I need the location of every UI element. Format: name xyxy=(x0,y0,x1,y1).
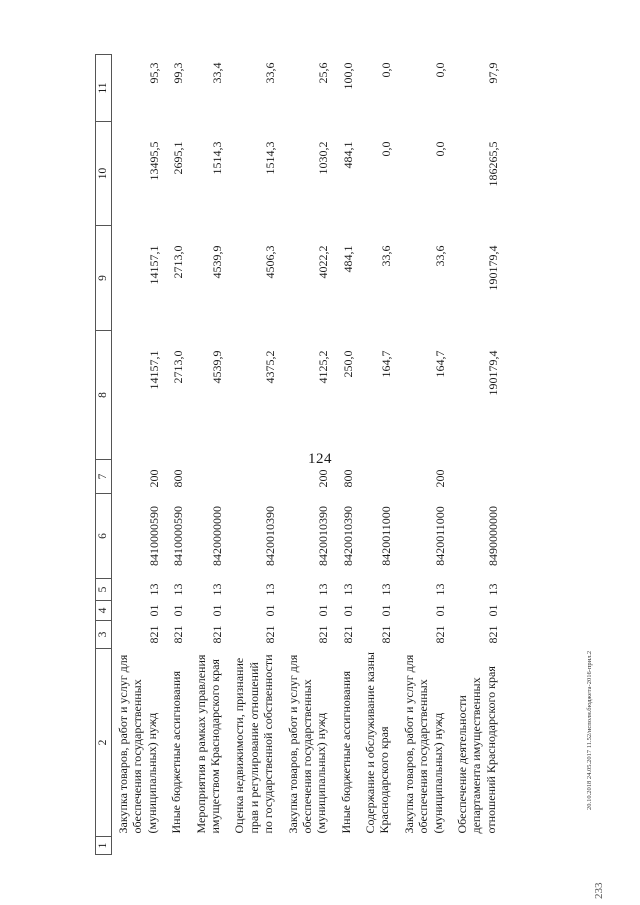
refined-amount: 4539,9 xyxy=(209,245,224,279)
col-header: 11 xyxy=(96,55,112,122)
target-article-code: 8420010390 xyxy=(316,506,331,566)
row-description: Иные бюджетные ассигнования xyxy=(338,671,353,834)
refined-amount: 33,6 xyxy=(432,245,447,267)
ministry-code: 821 xyxy=(316,625,331,644)
table-row xyxy=(398,55,451,855)
ministry-code: 821 xyxy=(340,625,355,644)
section-code: 01 xyxy=(146,604,161,617)
table-row xyxy=(228,55,281,855)
subsection-code: 13 xyxy=(316,583,331,596)
table-row xyxy=(335,55,359,855)
row-description: Закупка товаров, работ и услуг для обеспечения государственных (муниципальных) нужд xyxy=(401,654,445,834)
empty-cell xyxy=(359,837,398,855)
planned-amount: 4125,2 xyxy=(316,350,331,384)
empty-cell xyxy=(398,837,451,855)
planned-amount: 14157,1 xyxy=(146,350,161,390)
executed-amount: 1514,3 xyxy=(209,141,224,175)
table-row xyxy=(451,55,504,855)
col-header: 4 xyxy=(96,601,112,621)
empty-cell xyxy=(228,837,281,855)
col-header: 7 xyxy=(96,460,112,494)
section-code: 01 xyxy=(379,604,394,617)
execution-percent: 33,4 xyxy=(209,62,224,84)
row-description: Закупка товаров, работ и услуг для обеспечения государственных (муниципальных) нужд xyxy=(116,654,159,834)
executed-amount: 13495,5 xyxy=(146,141,161,181)
ministry-code: 821 xyxy=(379,625,394,644)
expense-type-code: 800 xyxy=(171,469,186,488)
document-footer-code: 20.10.2018 24.05.2017 11.52/исполн.бюджета-2016-прил.2 xyxy=(586,650,593,810)
planned-amount: 2713,0 xyxy=(171,350,186,384)
expense-type-code xyxy=(228,460,281,494)
col-header: 6 xyxy=(96,494,112,579)
subsection-code: 13 xyxy=(171,583,186,596)
target-article-code: 8410000590 xyxy=(146,506,161,566)
executed-amount: 1514,3 xyxy=(263,141,278,175)
subsection-code: 13 xyxy=(209,583,224,596)
row-description: Иные бюджетные ассигнования xyxy=(169,671,184,834)
subsection-code: 13 xyxy=(146,583,161,596)
section-code: 01 xyxy=(171,604,186,617)
execution-percent: 33,6 xyxy=(263,62,278,84)
refined-amount: 33,6 xyxy=(379,245,394,267)
subsection-code: 13 xyxy=(485,583,500,596)
executed-amount: 0,0 xyxy=(379,141,394,157)
corner-page-mark: 233 xyxy=(593,882,605,899)
expense-type-code: 200 xyxy=(432,469,447,488)
executed-amount: 1030,2 xyxy=(316,141,331,175)
empty-cell xyxy=(165,837,189,855)
planned-amount: 4539,9 xyxy=(209,350,224,384)
executed-amount: 484,1 xyxy=(340,141,355,169)
subsection-code: 13 xyxy=(432,583,447,596)
refined-amount: 484,1 xyxy=(340,245,355,273)
table-row xyxy=(190,55,229,855)
col-header: 1 xyxy=(96,837,112,855)
table-row xyxy=(165,55,189,855)
target-article-code: 8420010390 xyxy=(263,506,278,566)
empty-cell xyxy=(282,837,335,855)
ministry-code: 821 xyxy=(171,625,186,644)
subsection-code: 13 xyxy=(340,583,355,596)
expense-type-code xyxy=(359,460,398,494)
col-header: 10 xyxy=(96,122,112,226)
col-header: 3 xyxy=(96,621,112,649)
execution-percent: 0,0 xyxy=(379,62,394,78)
planned-amount: 4375,2 xyxy=(263,350,278,384)
ministry-code: 821 xyxy=(432,625,447,644)
refined-amount: 14157,1 xyxy=(146,245,161,285)
page-number: 124 xyxy=(308,451,332,467)
empty-cell xyxy=(112,837,166,855)
section-code: 01 xyxy=(340,604,355,617)
expense-type-code: 200 xyxy=(316,469,331,488)
executed-amount: 0,0 xyxy=(432,141,447,157)
refined-amount: 4022,2 xyxy=(316,245,331,279)
expense-type-code: 200 xyxy=(146,469,161,488)
execution-percent: 25,6 xyxy=(316,62,331,84)
row-description: Закупка товаров, работ и услуг для обеспечения государственных (муниципальных) нужд xyxy=(285,654,329,834)
target-article-code: 8410000590 xyxy=(171,506,186,566)
execution-percent: 97,9 xyxy=(485,62,500,84)
row-description: Оценка недвижимости, признание прав и регулирование отношений по государственной собственности xyxy=(232,654,276,834)
ministry-code: 821 xyxy=(485,625,500,644)
planned-amount: 164,7 xyxy=(432,350,447,378)
section-code: 01 xyxy=(209,604,224,617)
table-row xyxy=(282,55,335,855)
refined-amount: 190179,4 xyxy=(485,245,500,291)
row-description: Мероприятия в рамках управления имуществом Краснодарского края xyxy=(193,654,222,834)
col-header: 9 xyxy=(96,226,112,331)
expense-type-code xyxy=(190,460,229,494)
row-description: Обеспечение деятельности департамента имущественных отношений Краснодарского края xyxy=(455,666,498,834)
refined-amount: 4506,3 xyxy=(263,245,278,279)
ministry-code: 821 xyxy=(146,625,161,644)
expense-type-code: 800 xyxy=(340,469,355,488)
col-header: 5 xyxy=(96,579,112,601)
planned-amount: 190179,4 xyxy=(485,350,500,396)
subsection-code: 13 xyxy=(263,583,278,596)
expense-type-code xyxy=(451,460,504,494)
target-article-code: 8420010390 xyxy=(340,506,355,566)
planned-amount: 250,0 xyxy=(340,350,355,378)
table-row xyxy=(112,55,166,855)
ministry-code: 821 xyxy=(263,625,278,644)
section-code: 01 xyxy=(432,604,447,617)
row-description: Содержание и обслуживание казны Краснодарского края xyxy=(363,652,392,834)
executed-amount: 186265,5 xyxy=(485,141,500,187)
ministry-code: 821 xyxy=(209,625,224,644)
empty-cell xyxy=(335,837,359,855)
budget-table-rotated xyxy=(95,55,625,855)
refined-amount: 2713,0 xyxy=(171,245,186,279)
execution-percent: 0,0 xyxy=(432,62,447,78)
executed-amount: 2695,1 xyxy=(171,141,186,175)
execution-percent: 100,0 xyxy=(340,62,355,90)
empty-cell xyxy=(190,837,229,855)
section-code: 01 xyxy=(485,604,500,617)
target-article-code: 8490000000 xyxy=(485,506,500,566)
subsection-code: 13 xyxy=(379,583,394,596)
section-code: 01 xyxy=(263,604,278,617)
planned-amount: 164,7 xyxy=(379,350,394,378)
empty-cell xyxy=(451,837,504,855)
execution-percent: 99,3 xyxy=(171,62,186,84)
target-article-code: 8420011000 xyxy=(379,506,394,566)
table-row xyxy=(359,55,398,855)
budget-table xyxy=(95,54,504,855)
target-article-code: 8420011000 xyxy=(432,506,447,566)
execution-percent: 95,3 xyxy=(146,62,161,84)
column-number-header xyxy=(96,55,112,855)
target-article-code: 8420000000 xyxy=(209,506,224,566)
section-code: 01 xyxy=(316,604,331,617)
col-header: 2 xyxy=(96,649,112,837)
col-header: 8 xyxy=(96,331,112,460)
